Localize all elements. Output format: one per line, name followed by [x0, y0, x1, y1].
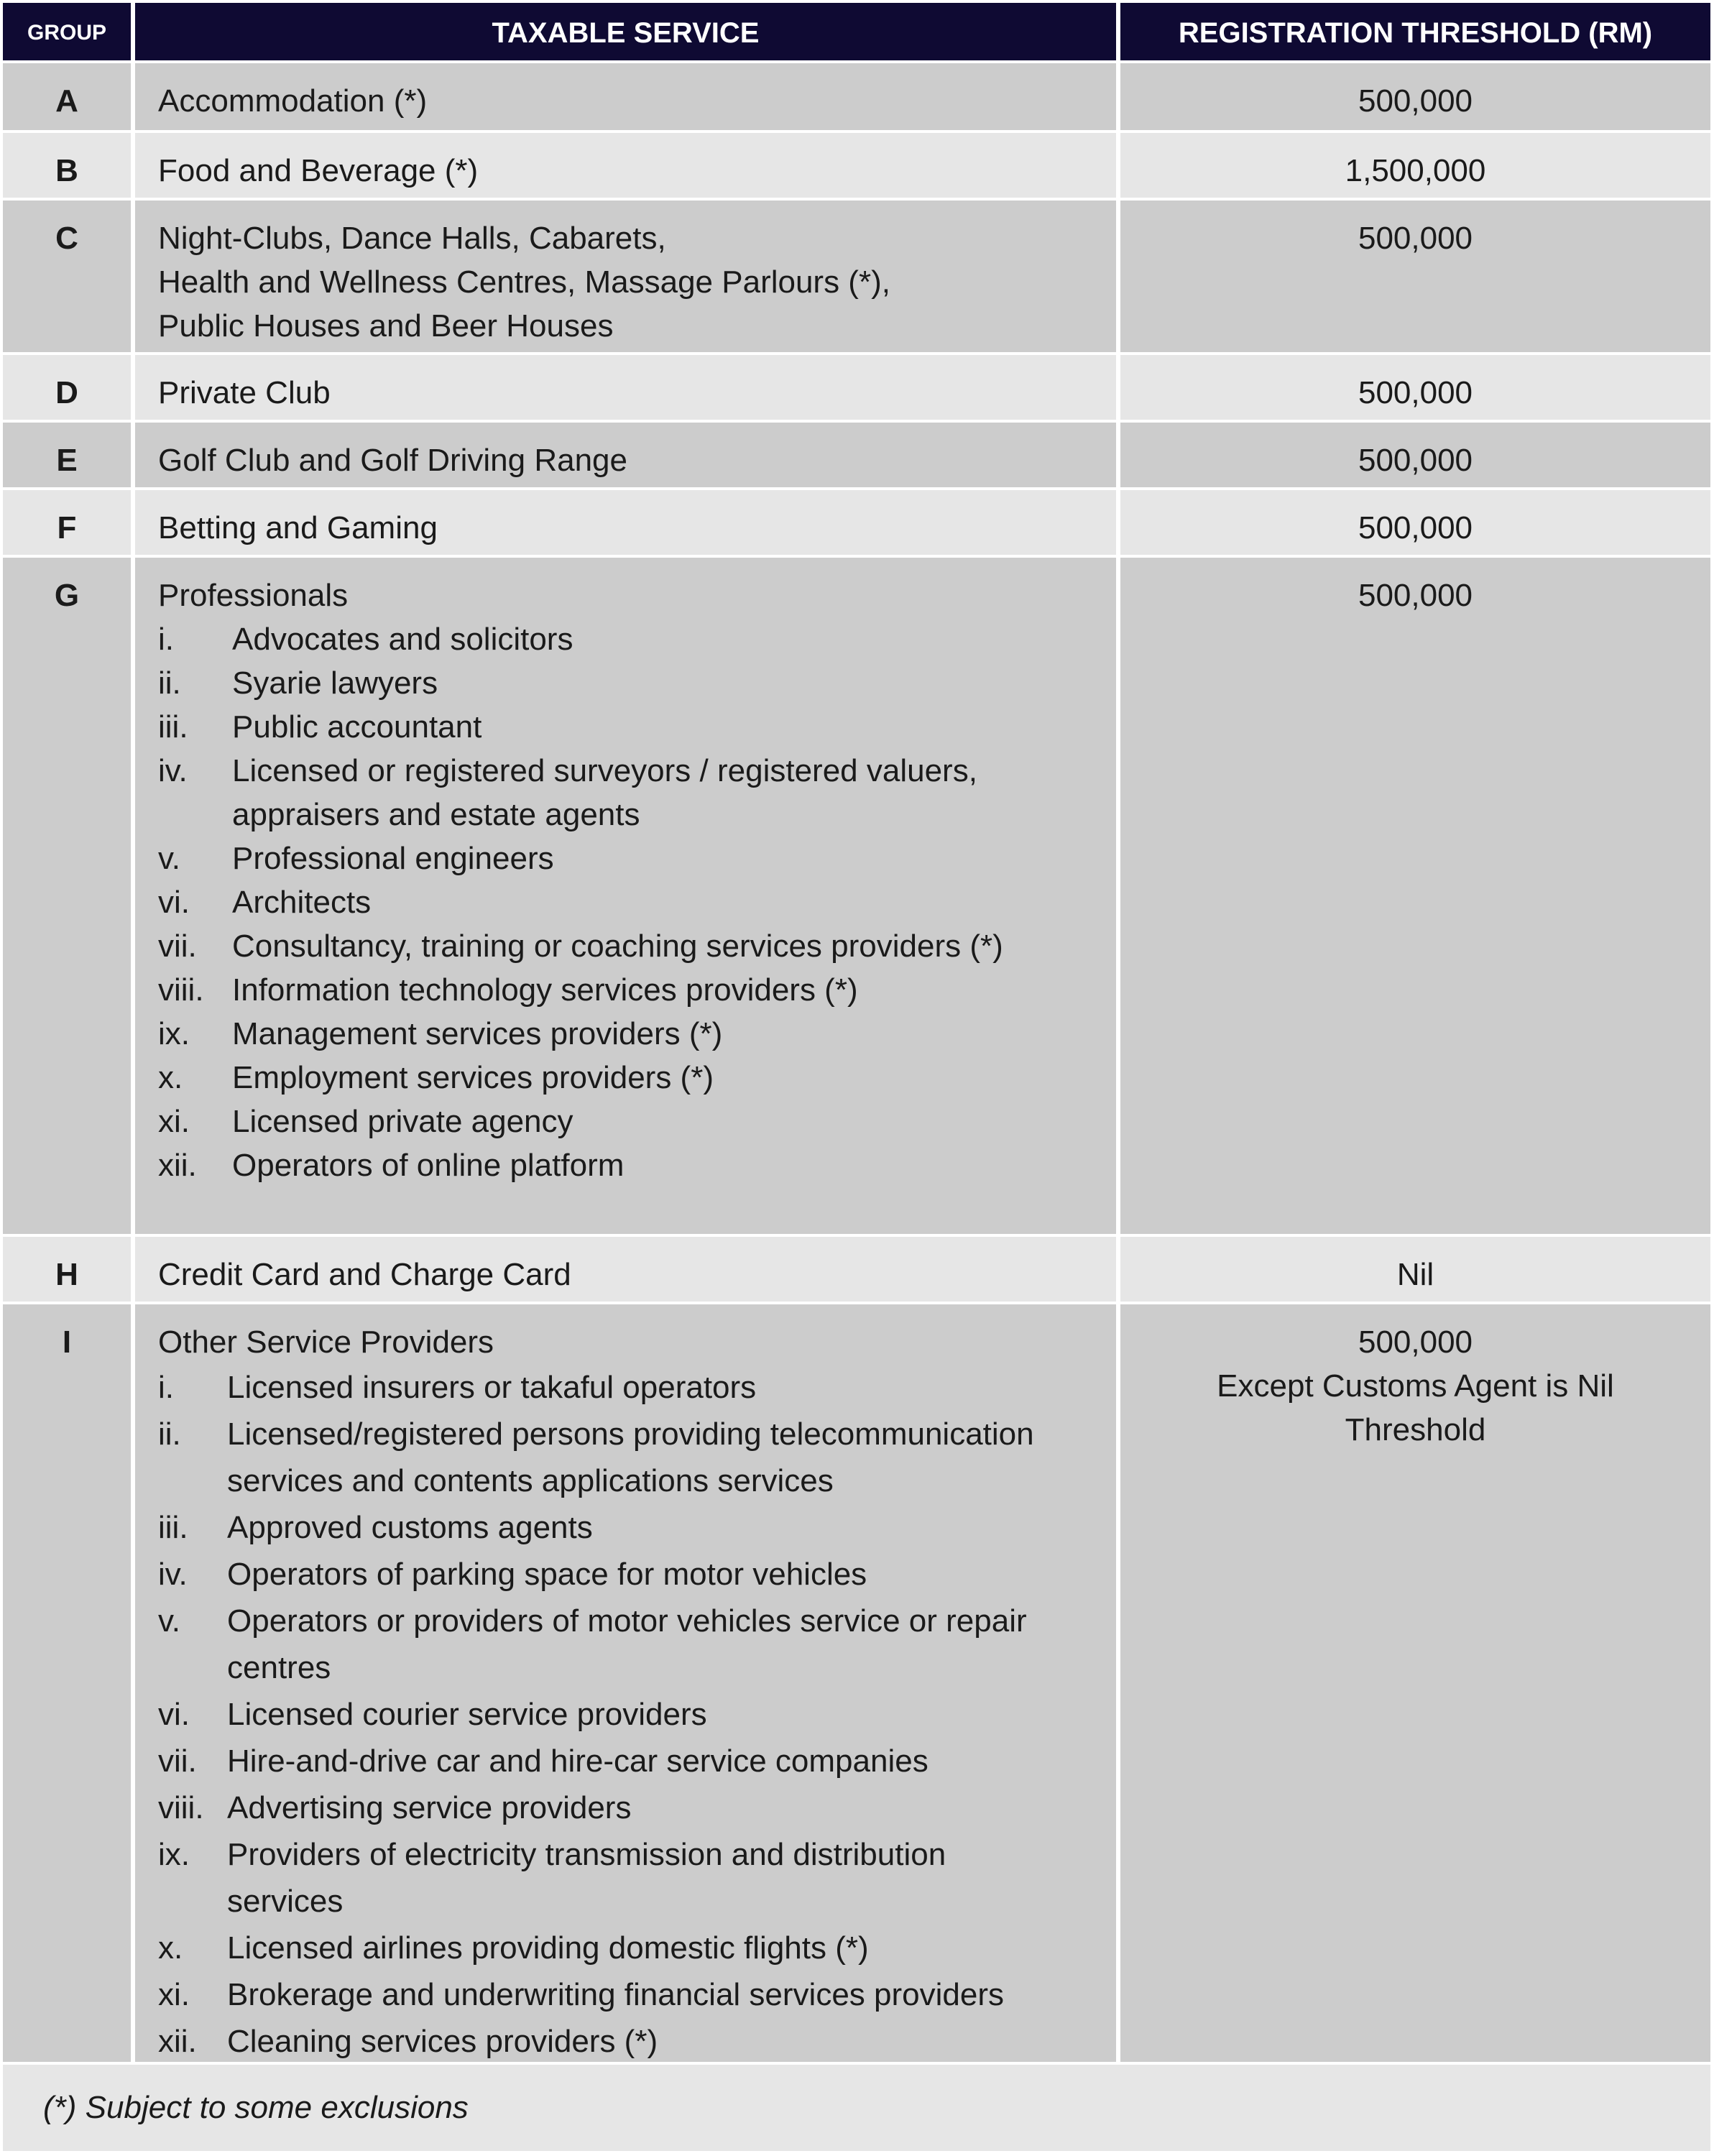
threshold-line: 500,000 — [1358, 1325, 1473, 1360]
group-label: F — [57, 510, 77, 545]
service-text: Betting and Gaming — [158, 510, 438, 545]
column-divider — [131, 63, 135, 130]
group-label: D — [55, 375, 78, 410]
list-item — [158, 2018, 1116, 2065]
group-label: G — [54, 578, 80, 613]
column-divider — [131, 423, 135, 487]
list-item — [158, 1831, 1116, 1925]
service-line: Night-Clubs, Dance Halls, Cabarets, — [158, 221, 666, 256]
table-row-group-e — [3, 423, 1710, 490]
threshold-value: Nil — [1396, 1257, 1434, 1292]
other-providers-list — [158, 1364, 1116, 2065]
column-divider — [1116, 201, 1120, 352]
item-number: xii. — [158, 1148, 197, 1183]
list-item — [158, 1100, 1116, 1143]
threshold-value: 500,000 — [1358, 443, 1473, 478]
table-row-group-b — [3, 133, 1710, 201]
column-divider — [1116, 133, 1120, 198]
group-label: I — [62, 1325, 72, 1360]
threshold-value: 500,000 — [1358, 375, 1473, 410]
list-item — [158, 880, 1116, 924]
item-number: xi. — [158, 1977, 190, 2012]
service-text: Golf Club and Golf Driving Range — [158, 443, 627, 478]
item-number: ix. — [158, 1016, 190, 1051]
column-divider — [131, 355, 135, 420]
table-row-group-h — [3, 1237, 1710, 1304]
item-number: v. — [158, 1603, 180, 1639]
list-item — [158, 1784, 1116, 1831]
column-divider — [1116, 3, 1120, 60]
threshold-line: Except Customs Agent is Nil — [1217, 1368, 1614, 1404]
item-text: Professional engineers — [232, 841, 554, 876]
item-text: Approved customs agents — [227, 1510, 593, 1545]
column-divider — [131, 1304, 135, 2062]
item-text: Licensed insurers or takaful operators — [227, 1370, 757, 1405]
item-number: iv. — [158, 753, 188, 788]
table-row-group-a — [3, 63, 1710, 133]
item-number: x. — [158, 1930, 183, 1966]
group-label: H — [55, 1257, 78, 1292]
professionals-list — [158, 617, 1116, 1187]
column-divider — [131, 133, 135, 198]
item-text: Operators of online platform — [232, 1148, 625, 1183]
list-item — [158, 617, 1116, 661]
item-text: services and contents applications services — [227, 1463, 834, 1498]
service-text: Accommodation (*) — [158, 83, 428, 119]
item-number: iv. — [158, 1557, 188, 1592]
list-item — [158, 968, 1116, 1012]
item-number: vi. — [158, 1697, 190, 1732]
item-text: Architects — [232, 885, 372, 920]
item-text: centres — [227, 1650, 331, 1685]
item-text: Consultancy, training or coaching services providers (*) — [232, 929, 1003, 964]
item-text: Public accountant — [232, 709, 482, 745]
item-number: v. — [158, 841, 180, 876]
item-number: viii. — [158, 1790, 204, 1825]
list-item — [158, 1598, 1116, 1691]
list-item — [158, 1411, 1116, 1504]
list-item — [158, 1143, 1116, 1187]
list-item — [158, 1364, 1116, 1411]
item-number: x. — [158, 1060, 183, 1095]
header-taxable-service: TAXABLE SERVICE — [492, 17, 760, 49]
item-number: i. — [158, 1370, 174, 1405]
column-divider — [1116, 558, 1120, 1234]
service-heading: Professionals — [158, 578, 349, 613]
list-item — [158, 1504, 1116, 1551]
service-heading: Other Service Providers — [158, 1325, 494, 1360]
item-text: Brokerage and underwriting financial services providers — [227, 1977, 1004, 2012]
group-label: C — [55, 221, 78, 256]
item-text: Licensed private agency — [232, 1104, 573, 1139]
item-text: Licensed courier service providers — [227, 1697, 707, 1732]
threshold-value: 500,000 — [1358, 578, 1473, 613]
list-item — [158, 1971, 1116, 2018]
list-item — [158, 1056, 1116, 1100]
table-row-group-f — [3, 490, 1710, 558]
column-divider — [1116, 1237, 1120, 1302]
list-item — [158, 1012, 1116, 1056]
list-item — [158, 749, 1116, 837]
table-row-group-d — [3, 355, 1710, 423]
column-divider — [1116, 423, 1120, 487]
table-row-group-g — [3, 558, 1710, 1237]
threshold-line: Threshold — [1345, 1412, 1486, 1447]
list-item — [158, 1691, 1116, 1738]
threshold-value — [1120, 1304, 1710, 2062]
item-text: Operators or providers of motor vehicles service or repair — [227, 1603, 1027, 1639]
item-text: Hire-and-drive car and hire-car service companies — [227, 1743, 929, 1779]
item-text: appraisers and estate agents — [232, 797, 640, 832]
item-number: ii. — [158, 665, 181, 701]
service-text: Food and Beverage (*) — [158, 153, 479, 188]
list-item — [158, 661, 1116, 705]
table-row-group-c — [3, 201, 1710, 355]
item-number: i. — [158, 622, 174, 657]
column-divider — [1116, 63, 1120, 130]
service-text: Private Club — [158, 375, 331, 410]
table-header — [3, 3, 1710, 63]
footnote: (*) Subject to some exclusions — [3, 2065, 1710, 2151]
item-number: vii. — [158, 1743, 197, 1779]
group-label: A — [55, 83, 78, 119]
group-label: B — [55, 153, 78, 188]
item-text: Advocates and solicitors — [232, 622, 573, 657]
taxable-services-table — [3, 3, 1710, 2151]
list-item — [158, 837, 1116, 880]
item-text: Syarie lawyers — [232, 665, 438, 701]
column-divider — [131, 1237, 135, 1302]
threshold-value: 500,000 — [1358, 83, 1473, 119]
item-number: iii. — [158, 709, 188, 745]
column-divider — [131, 558, 135, 1234]
item-number: ix. — [158, 1837, 190, 1872]
column-divider — [131, 3, 135, 60]
list-item — [158, 1925, 1116, 1971]
column-divider — [1116, 1304, 1120, 2062]
column-divider — [131, 490, 135, 555]
item-text: Providers of electricity transmission and distribution — [227, 1837, 946, 1872]
service-text — [135, 201, 1116, 352]
header-registration-threshold: REGISTRATION THRESHOLD (RM) — [1178, 17, 1653, 49]
item-text: Licensed airlines providing domestic flights (*) — [227, 1930, 869, 1966]
list-item — [158, 705, 1116, 749]
threshold-value: 500,000 — [1358, 510, 1473, 545]
service-text — [135, 558, 1116, 1234]
item-number: vii. — [158, 929, 197, 964]
item-number: vi. — [158, 885, 190, 920]
item-text: Advertising service providers — [227, 1790, 632, 1825]
item-text: services — [227, 1884, 344, 1919]
header-group: GROUP — [27, 21, 106, 45]
list-item — [158, 924, 1116, 968]
list-item — [158, 1551, 1116, 1598]
column-divider — [1116, 355, 1120, 420]
item-text: Management services providers (*) — [232, 1016, 723, 1051]
item-number: xii. — [158, 2024, 197, 2059]
service-text: Credit Card and Charge Card — [158, 1257, 571, 1292]
item-text: Licensed/registered persons providing telecommunication — [227, 1416, 1034, 1452]
group-label: E — [56, 443, 78, 478]
item-number: viii. — [158, 972, 204, 1008]
item-number: iii. — [158, 1510, 188, 1545]
item-text: Operators of parking space for motor vehicles — [227, 1557, 867, 1592]
list-item — [158, 1738, 1116, 1784]
item-text: Employment services providers (*) — [232, 1060, 714, 1095]
service-line: Health and Wellness Centres, Massage Parlours (*), — [158, 264, 890, 300]
column-divider — [131, 201, 135, 352]
item-text: Licensed or registered surveyors / registered valuers, — [232, 753, 977, 788]
column-divider — [1116, 490, 1120, 555]
item-text: Information technology services providers (*) — [232, 972, 858, 1008]
item-number: ii. — [158, 1416, 181, 1452]
service-text — [135, 1304, 1116, 2062]
item-text: Cleaning services providers (*) — [227, 2024, 658, 2059]
service-line: Public Houses and Beer Houses — [158, 308, 614, 344]
item-number: xi. — [158, 1104, 190, 1139]
threshold-value: 1,500,000 — [1345, 153, 1486, 188]
table-row-group-i — [3, 1304, 1710, 2065]
threshold-value: 500,000 — [1358, 221, 1473, 256]
